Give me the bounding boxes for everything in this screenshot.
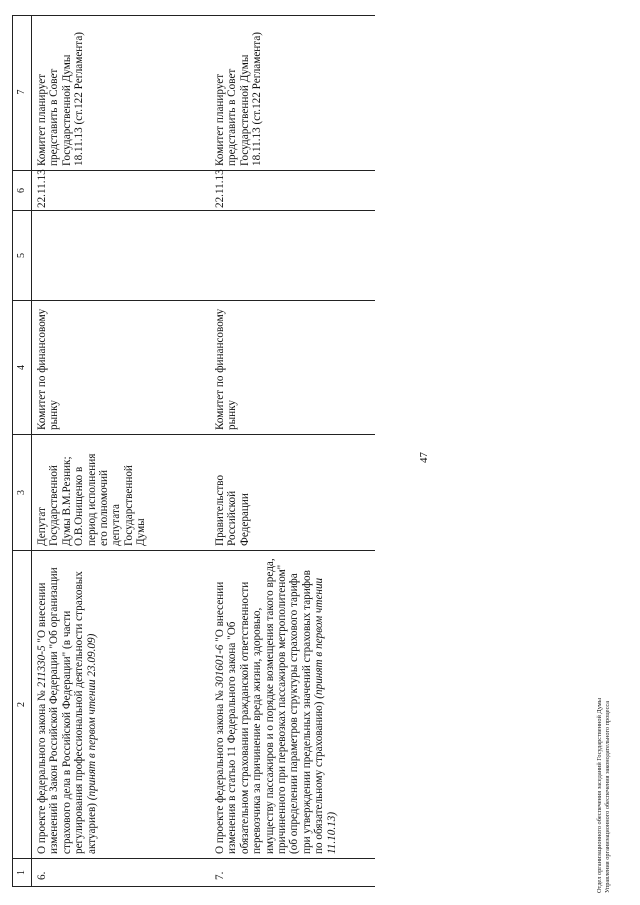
column-divider bbox=[32, 550, 210, 551]
table-header-row bbox=[12, 15, 32, 887]
column-divider bbox=[210, 858, 375, 859]
bill-author: Правительство Российской Федерации bbox=[214, 474, 251, 546]
column-divider bbox=[32, 434, 210, 435]
column-divider bbox=[32, 170, 210, 171]
deadline-date: 22.11.13 bbox=[36, 169, 48, 208]
footer-department bbox=[596, 698, 612, 893]
row-number: 7. bbox=[214, 871, 226, 880]
footer-line-1: Отдел организационного обеспечения заседаний Государственной Думы bbox=[596, 698, 603, 893]
column-divider bbox=[210, 300, 375, 301]
column-divider bbox=[210, 170, 375, 171]
column-divider bbox=[32, 210, 210, 211]
committee-note: Комитет планирует представить в Совет Государственной Думы 18.11.13 (ст.122 Регламента) bbox=[214, 31, 264, 166]
column-divider bbox=[32, 300, 210, 301]
column-divider bbox=[210, 210, 375, 211]
header-col-5: 5 bbox=[13, 210, 31, 300]
header-col-2: 2 bbox=[13, 550, 31, 858]
header-col-4: 4 bbox=[13, 300, 31, 434]
header-col-6: 6 bbox=[13, 170, 31, 210]
bill-subject: "О внесении изменения в статью 11 Федерального закона "Об обязательном страховании гражданской ответственности перевозчика за причинение вреда жизни, здоровью, имуществу пассажиров и о порядке возмещения такого вреда, причиненного при перевозках пассажиров метрополитеном" (об определении параметров структуры страхового тарифа при утверждении предельных значений страховых тарифов по обязательному страхованию) bbox=[214, 558, 326, 854]
bill-author: Депутат Государственной Думы В.М.Резник; О.В.Онищенко в период исполнения его полномочий депутата Государственной Думы bbox=[36, 453, 148, 546]
header-col-3: 3 bbox=[13, 434, 31, 550]
header-col-7: 7 bbox=[16, 89, 27, 95]
bill-subject: "О внесении изменений в Закон Российской Федерации "Об организации страхового дела в Российской Федерации" (в части регулирования профессиональной деятельности страховых актуариев) bbox=[36, 567, 98, 854]
bill-description bbox=[36, 556, 98, 854]
table-row bbox=[210, 15, 375, 887]
page-number: 47 bbox=[418, 452, 430, 463]
deadline-date: 22.11.13 bbox=[214, 169, 226, 208]
reading-status: (принят в первом чтении 11.10.13) bbox=[313, 577, 338, 854]
bill-number: 211330-5 bbox=[36, 645, 48, 688]
reading-status: (принят в первом чтении 23.09.09) bbox=[85, 633, 98, 801]
bill-description bbox=[214, 556, 338, 854]
column-divider bbox=[32, 858, 210, 859]
column-divider bbox=[210, 434, 375, 435]
footer-line-2: Управления организационного обеспечения законодательного процесса bbox=[604, 700, 611, 893]
bill-title: О проекте федерального закона № bbox=[36, 687, 48, 854]
committee-note: Комитет планирует представить в Совет Государственной Думы 18.11.13 (ст.122 Регламента) bbox=[36, 31, 86, 166]
bill-number: 301601-6 bbox=[214, 644, 226, 688]
row-number: 6. bbox=[36, 871, 48, 880]
responsible-committee: Комитет по финансовому рынку bbox=[36, 308, 61, 430]
responsible-committee: Комитет по финансовому рынку bbox=[214, 308, 239, 430]
table-row bbox=[32, 15, 210, 887]
column-divider bbox=[210, 550, 375, 551]
bills-table bbox=[12, 15, 375, 887]
header-col-1: 1 bbox=[13, 858, 31, 886]
bill-title: О проекте федерального закона № bbox=[214, 687, 226, 854]
